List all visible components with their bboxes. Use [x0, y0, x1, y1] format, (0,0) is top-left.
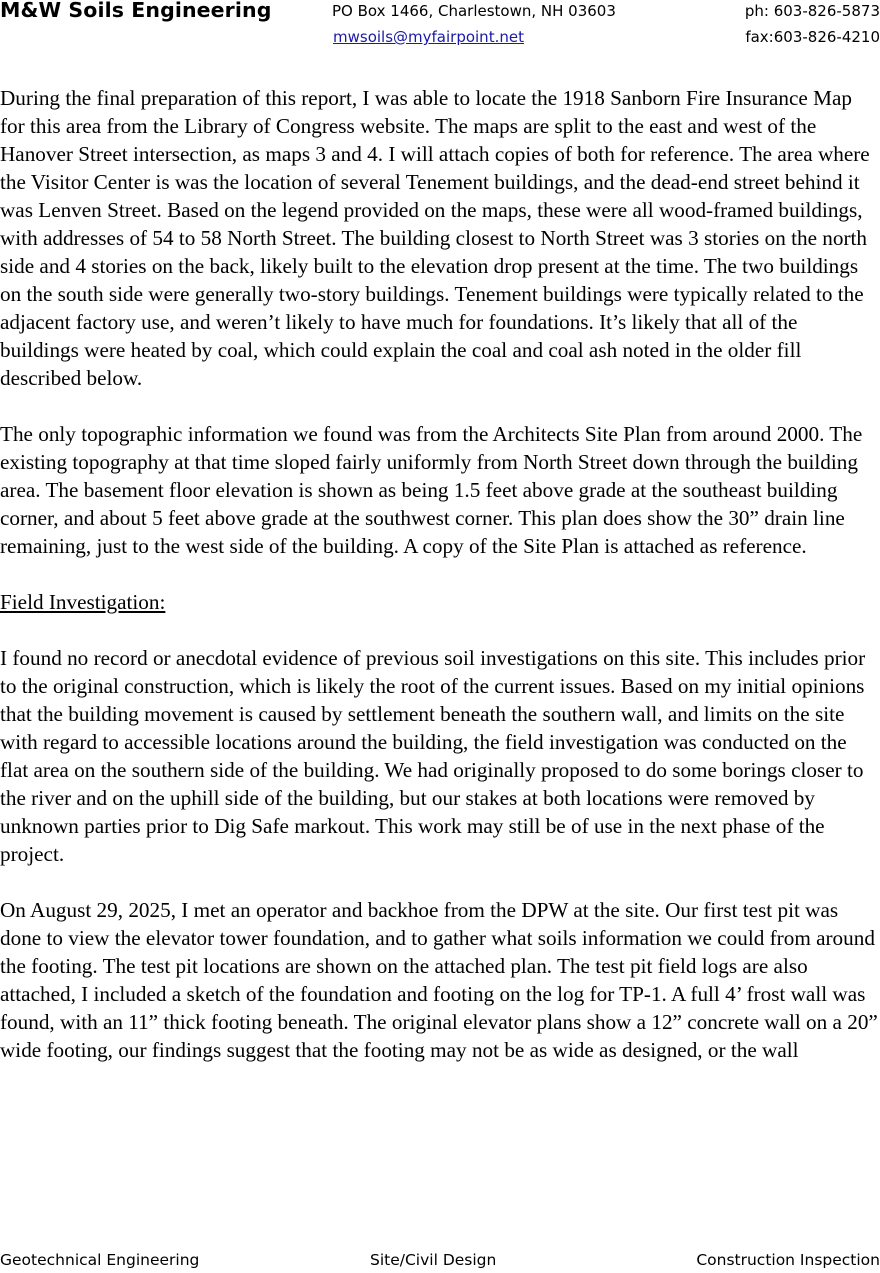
- footer-service-site-civil: Site/Civil Design: [370, 1251, 497, 1269]
- paragraph-test-pits: On August 29, 2025, I met an operator and backhoe from the DPW at the site. Our first test pit was done to view the elevator tower foundation, and to gather what soils information we could from around the footing. The test pit locations are shown on the attached plan. The test pit field logs are also attached, I included a sketch of the foundation and footing on the log for TP-1. A full 4’ frost wall was found, with an 11” thick footing beneath. The original elevator plans show a 12” concrete wall on a 20” wide footing, our findings suggest that the footing may not be as wide as designed, or the wall: [0, 898, 878, 1062]
- footer-service-inspection: Construction Inspection: [696, 1251, 880, 1269]
- mailing-address: PO Box 1466, Charlestown, NH 03603: [332, 2, 616, 20]
- section-heading-field-investigation: Field Investigation:: [0, 590, 166, 614]
- paragraph-topography: The only topographic information we found was from the Architects Site Plan from around 2000. The existing topography at that time sloped fairly uniformly from North Street down through the building area. The basement floor elevation is shown as being 1.5 feet above grade at the southeast building corner, and about 5 feet above grade at the southwest corner. This plan does show the 30” drain line remaining, just to the west side of the building. A copy of the Site Plan is attached as reference.: [0, 422, 863, 558]
- paragraph-investigation-scope: I found no record or anecdotal evidence of previous soil investigations on this site. This includes prior to the original construction, which is likely the root of the current issues. Based on my initial opinions that the building movement is caused by settlement beneath the southern wall, and limits on the site with regard to accessible locations around the building, the field investigation was conducted on the flat area on the southern side of the building. We had originally proposed to do some borings closer to the river and on the uphill side of the building, but our stakes at both locations were removed by unknown parties prior to Dig Safe markout. This work may still be of use in the next phase of the project.: [0, 646, 866, 866]
- company-name: M&W Soils Engineering: [0, 0, 272, 22]
- fax-number: fax:603-826-4210: [745, 28, 880, 46]
- email-link[interactable]: mwsoils@myfairpoint.net: [333, 28, 524, 46]
- paragraph-sanborn-map: During the final preparation of this report, I was able to locate the 1918 Sanborn Fire Insurance Map for this area from the Library of Congress website. The maps are split to the east and west of the Hanover Street intersection, as maps 3 and 4. I will attach copies of both for reference. The area where the Visitor Center is was the location of several Tenement buildings, and the dead-end street behind it was Lenven Street. Based on the legend provided on the maps, these were all wood-framed buildings, with addresses of 54 to 58 North Street. The building closest to North Street was 3 stories on the north side and 4 stories on the back, likely built to the elevation drop present at the time. The two buildings on the south side were generally two-story buildings. Tenement buildings were typically related to the adjacent factory use, and weren’t likely to have much for foundations. It’s likely that all of the buildings were heated by coal, which could explain the coal and coal ash noted in the older fill described below.: [0, 86, 870, 390]
- footer: [0, 1251, 880, 1273]
- phone-number: ph: 603-826-5873: [744, 2, 880, 20]
- report-body: [0, 84, 880, 1092]
- letterhead: [0, 0, 880, 56]
- footer-service-geotechnical: Geotechnical Engineering: [0, 1251, 200, 1269]
